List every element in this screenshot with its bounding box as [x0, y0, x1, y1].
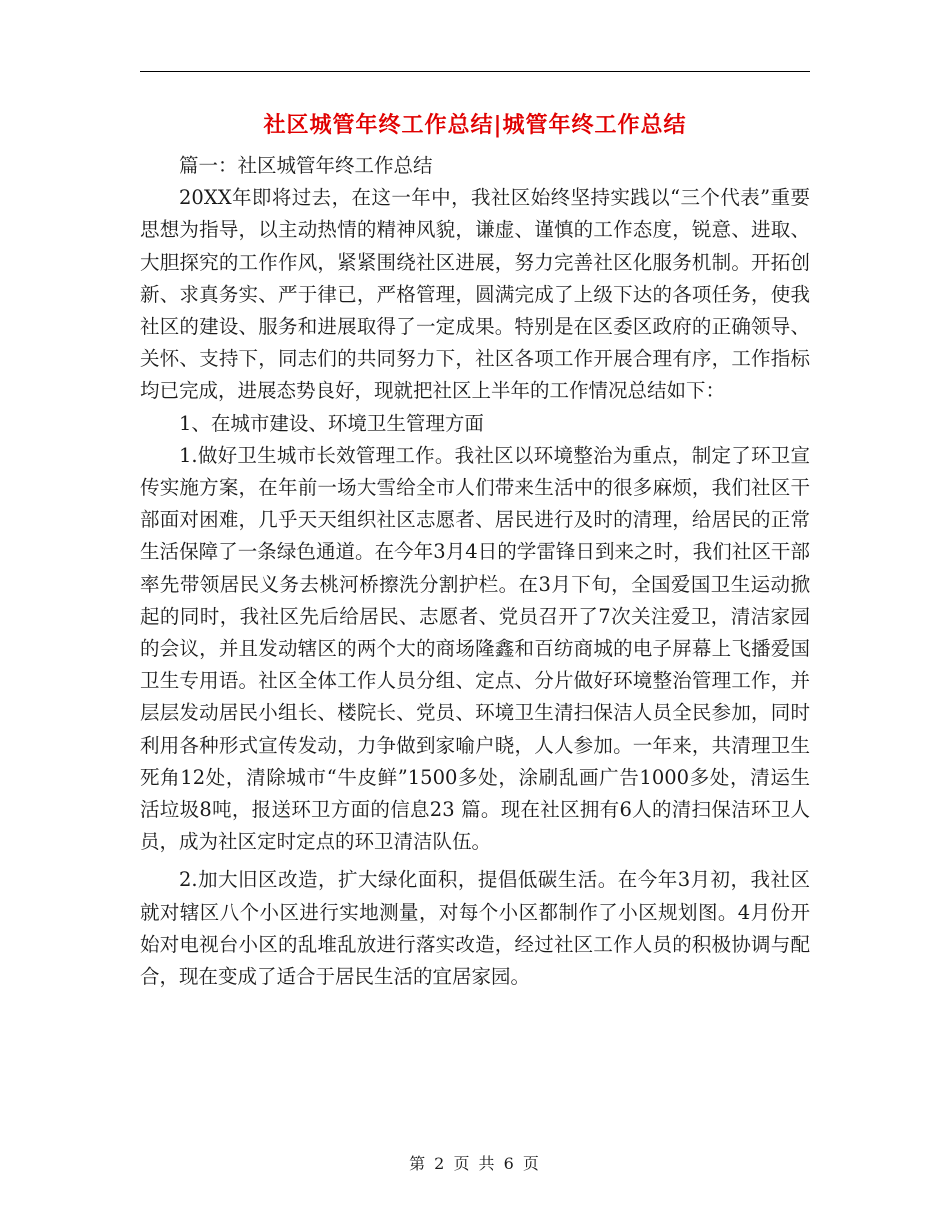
page-number-footer: 第 2 页 共 6 页: [409, 1154, 541, 1173]
section-heading: 篇一：社区城管年终工作总结: [179, 154, 433, 177]
document-title: 社区城管年终工作总结|城管年终工作总结: [263, 112, 687, 138]
header-rule: [140, 71, 810, 72]
subsection-heading: 1、在城市建设、环境卫生管理方面: [179, 411, 484, 435]
body-paragraph: 20XX年即将过去，在这一年中，我社区始终坚持实践以“三个代表”重要思想为指导，以主动热情的精神风貌，谦虚、谨慎的工作态度，锐意、进取、大胆探究的工作作风，紧紧围绕社区进展，努力完善社区化服务机制。开拓创新、求真务实、严于律已，严格管理，圆满完成了上级下达的各项任务，使我社区的建设、服务和进展取得了一定成果。特别是在区委区政府的正确领导、关怀、支持下，同志们的共同努力下，社区各项工作开展合理有序，工作指标均已完成，进展态势良好，现就把社区上半年的工作情况总结如下：: [140, 186, 810, 403]
body-paragraph: 1.做好卫生城市长效管理工作。我社区以环境整治为重点，制定了环卫宣传实施方案，在年前一场大雪给全市人们带来生活中的很多麻烦，我们社区干部面对困难，几乎天天组织社区志愿者、居民进行及时的清理，给居民的正常生活保障了一条绿色通道。在今年3月4日的学雷锋日到来之时，我们社区干部率先带领居民义务去桃河桥擦洗分割护栏。在3月下旬，全国爱国卫生运动掀起的同时，我社区先后给居民、志愿者、党员召开了7次关注爱卫，清洁家园的会议，并且发动辖区的两个大的商场隆鑫和百纺商城的电子屏幕上飞播爱国卫生专用语。社区全体工作人员分组、定点、分片做好环境整治管理工作，并层层发动居民小组长、楼院长、党员、环境卫生清扫保洁人员全民参加，同时利用各种形式宣传发动，力争做到家喻户晓，人人参加。一年来，共清理卫生死角12处，清除城市“牛皮鲜”1500多处，涂刷乱画广告1000多处，清运生活垃圾8吨，报送环卫方面的信息23 篇。现在社区拥有6人的清扫保洁环卫人员，成为社区定时定点的环卫清洁队伍。: [140, 443, 810, 854]
body-paragraph: 2.加大旧区改造，扩大绿化面积，提倡低碳生活。在今年3月初，我社区就对辖区八个小区进行实地测量，对每个小区都制作了小区规划图。4月份开始对电视台小区的乱堆乱放进行落实改造，经过社区工作人员的积极协调与配合，现在变成了适合于居民生活的宜居家园。: [140, 868, 810, 989]
document-body: [140, 150, 810, 993]
